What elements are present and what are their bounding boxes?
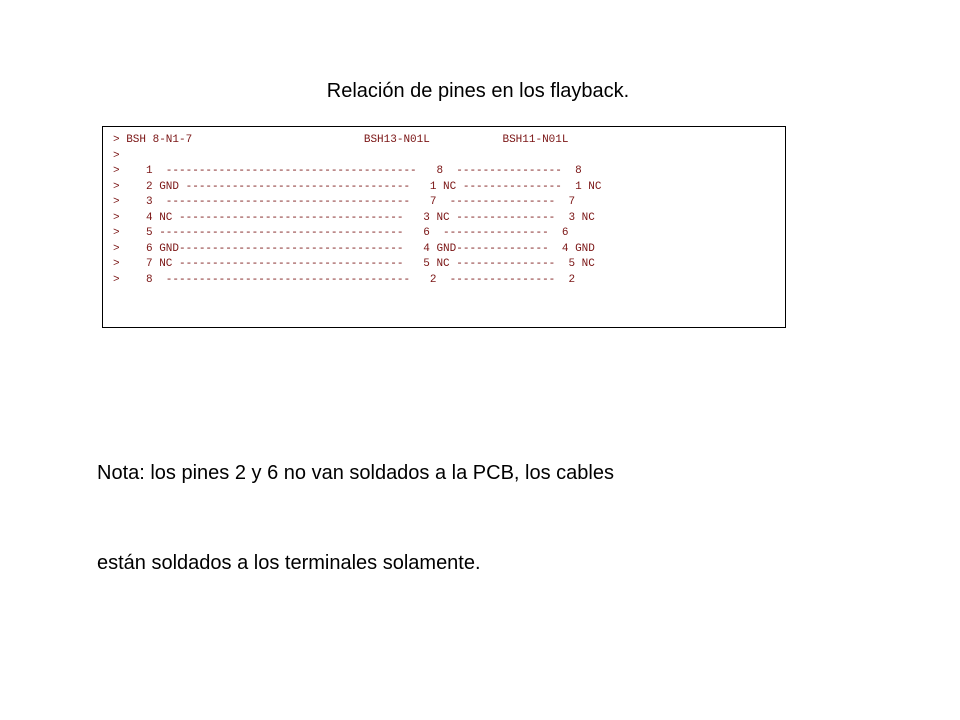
pin-relation-text: [113, 133, 601, 288]
note-paragraph: [97, 398, 614, 608]
pin-line-header: > BSH 8-N1-7 BSH13-N01L BSH11-N01L: [113, 134, 569, 146]
note-line-1: Nota: los pines 2 y 6 no van soldados a la PCB, los cables: [97, 462, 614, 484]
page-title-text: Relación de pines en los flayback.: [326, 80, 630, 102]
pin-line-5: > 5 ------------------------------------- 6 ---------------- 6: [113, 227, 569, 239]
pin-line-3: > 3 ------------------------------------- 7 ---------------- 7: [113, 196, 576, 208]
page-title: [0, 80, 960, 103]
note-line-2: están soldados a los terminales solamente.: [97, 552, 481, 574]
pin-line-8: > 8 ------------------------------------- 2 ---------------- 2: [113, 273, 576, 286]
pin-line-1: > 1 -------------------------------------- 8 ---------------- 8: [113, 165, 582, 177]
pin-line-2: > 2 GND ---------------------------------- 1 NC --------------- 1 NC: [113, 180, 602, 193]
pin-line-7: > 7 NC ---------------------------------- 5 NC --------------- 5 NC: [113, 258, 595, 270]
pin-relation-box: [102, 126, 786, 328]
pin-line-6: > 6 GND---------------------------------- 4 GND-------------- 4 GND: [113, 242, 595, 255]
pin-line-blank: >: [113, 149, 120, 162]
pin-line-4: > 4 NC ---------------------------------- 3 NC --------------- 3 NC: [113, 211, 595, 224]
